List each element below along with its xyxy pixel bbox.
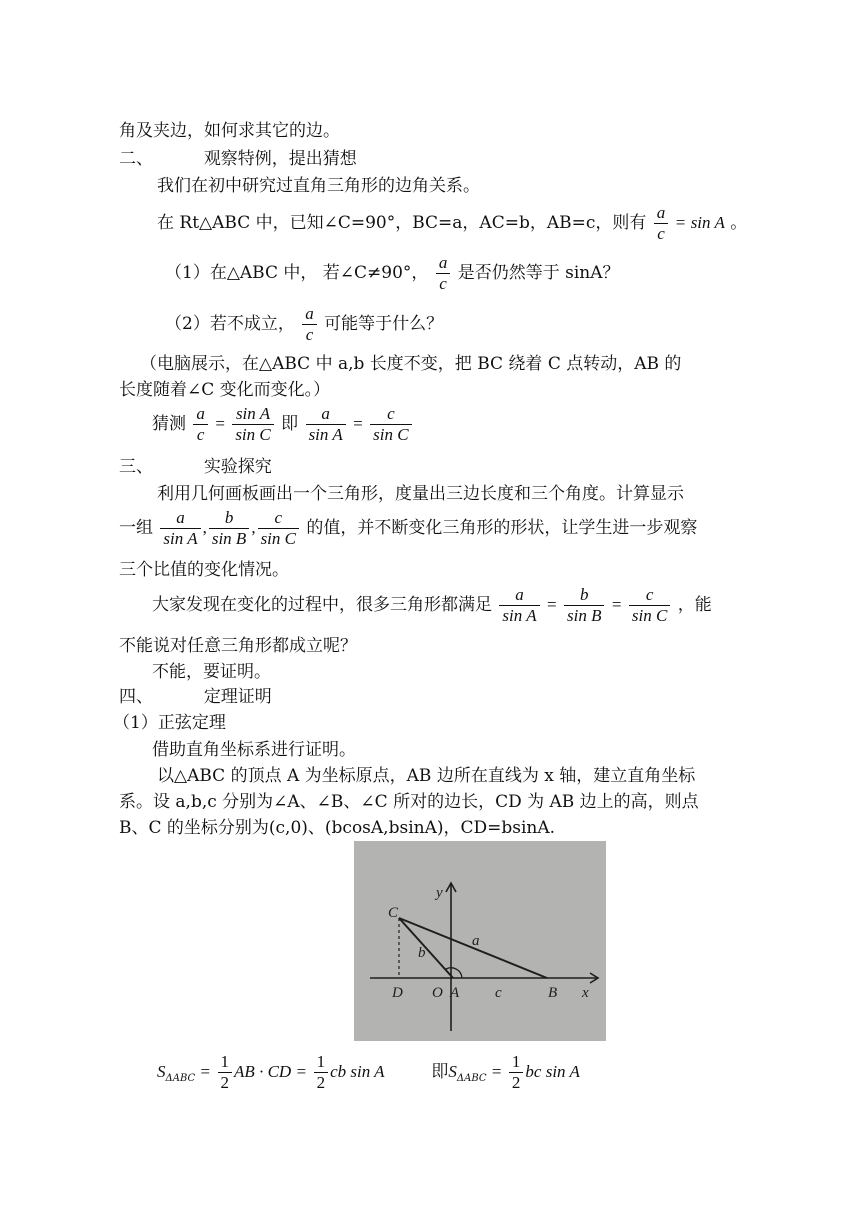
- text-line-right-triangle: 在 Rt△ABC 中，已知∠C=90°，BC=a，AC=b，AB=c，则有 $\frac{a}{c}$ = sin A 。: [157, 203, 748, 243]
- text-line: 角及夹边，如何求其它的边。: [119, 121, 340, 141]
- label-o: O: [432, 985, 443, 1001]
- label-b-vertex: B: [548, 985, 558, 1001]
- label-x: x: [582, 985, 589, 1001]
- label-a-side: a: [472, 933, 480, 949]
- text-line: 借助直角坐标系进行证明。: [152, 740, 356, 760]
- section-heading-4: 四、 定理证明: [119, 687, 272, 707]
- label-c-vertex: C: [388, 905, 399, 921]
- label-a-vertex: A: [450, 985, 460, 1001]
- section-heading-2: [119, 148, 357, 170]
- text-line-question-2: （2）若不成立， $\frac{a}{c}$ 可能等于什么？: [165, 304, 444, 344]
- text-line-conjecture: 猜测 $\frac{a}{c}$ = $\frac{\text{sin A}}{\text{sin C}}$ 即 $\frac{a}{\text{sin A}}$ = $\frac{c}{\text{sin C}}$: [152, 404, 414, 445]
- text-line: 不能说对任意三角形都成立呢？: [119, 636, 357, 656]
- figure-background: [354, 841, 606, 1041]
- text-line: 三个比值的变化情况。: [119, 560, 289, 580]
- label-d: D: [392, 985, 403, 1001]
- text-line-finding: 大家发现在变化的过程中，很多三角形都满足 $\frac{a}{\text{sin A}}$ = $\frac{b}{\text{sin B}}$ = $\frac{c}{\text{sin C}}$ ，能: [152, 585, 712, 625]
- text-line: 不能，要证明。: [152, 662, 271, 682]
- subsection-heading: （1）正弦定理: [113, 713, 226, 733]
- coordinate-triangle-figure: [354, 841, 606, 1041]
- text-line: 以△ABC 的顶点 A 为坐标原点，AB 边所在直线为 x 轴，建立直角坐标: [157, 766, 696, 786]
- text-line: 长度随着∠C 变化而变化。）: [119, 380, 331, 400]
- label-y: y: [436, 885, 443, 901]
- text-line: （电脑展示，在△ABC 中 a,b 长度不变，把 BC 绕着 C 点转动，AB 的: [140, 354, 682, 374]
- section-number: 二、: [119, 149, 153, 169]
- text-line: B、C 的坐标分别为(c,0)、(bcosA,bsinA)，CD=bsinA.: [119, 818, 556, 838]
- area-formula: $S_{\Delta ABC}$ = $\frac{1}{2}$ AB · CD = $\frac{1}{2}$ cb sin A 即$S_{\Delta ABC}$ = $\frac{1}{2}$ bc sin A: [157, 1052, 580, 1092]
- fraction-a-over-c: $\frac{a}{c}$: [654, 203, 669, 244]
- text-line: 系。设 a,b,c 分别为∠A、∠B、∠C 所对的边长，CD 为 AB 边上的高，则点: [119, 792, 699, 812]
- section-heading-3: 三、 实验探究: [119, 457, 272, 477]
- fraction-a-over-c: $\frac{a}{c}$: [436, 253, 451, 294]
- text-line: 利用几何画板画出一个三角形，度量出三边长度和三个角度。计算显示: [157, 484, 684, 504]
- text-line-ratios: 一组 $\frac{a}{\text{sin A}}$ , $\frac{b}{\text{sin B}}$ , $\frac{c}{\text{sin C}}$ 的值，并不断变化三角形的形状，让学生进一步观察: [119, 508, 698, 548]
- section-title: 观察特例，提出猜想: [203, 149, 357, 169]
- label-c-side: c: [495, 985, 502, 1001]
- text-line-question-1: （1）在△ABC 中， 若∠C≠90°， $\frac{a}{c}$ 是否仍然等于 sinA？: [165, 253, 620, 293]
- label-b-side: b: [418, 945, 426, 961]
- fraction-a-over-c: $\frac{a}{c}$: [302, 304, 317, 345]
- text-line: 我们在初中研究过直角三角形的边角关系。: [157, 176, 480, 196]
